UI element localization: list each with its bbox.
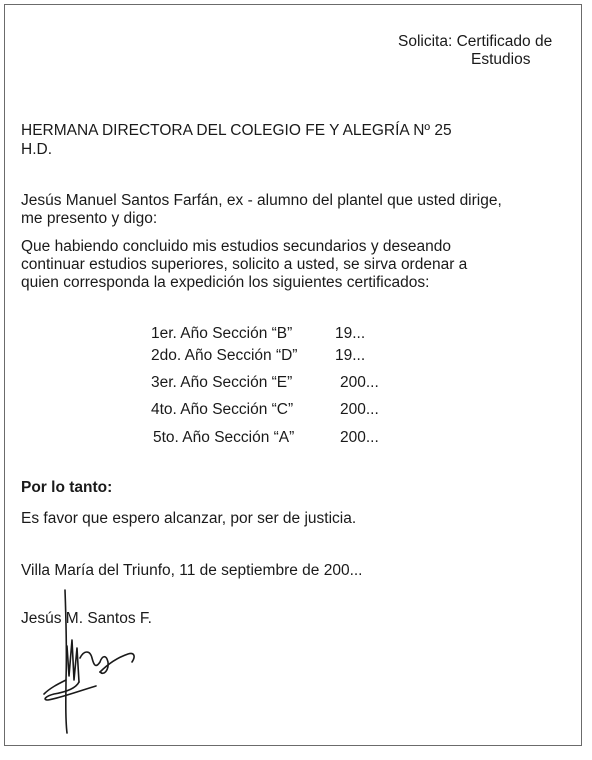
certificate-year: 200... <box>340 429 379 446</box>
subject-line-1: Solicita: Certificado de <box>398 33 553 50</box>
certificate-label: 3er. Año Sección “E” <box>151 374 293 391</box>
intro-line-1: Jesús Manuel Santos Farfán, ex - alumno del plantel que usted dirige, <box>21 192 502 209</box>
certificate-year: 19... <box>335 325 366 342</box>
handwritten-signature <box>36 588 142 740</box>
addressee-line-2: H.D. <box>21 141 52 158</box>
certificate-label: 4to. Año Sección “C” <box>151 401 294 418</box>
certificate-year: 200... <box>340 374 379 391</box>
body-line-1: Que habiendo concluido mis estudios secundarios y deseando <box>21 238 451 255</box>
certificate-year: 200... <box>340 401 379 418</box>
certificate-label: 5to. Año Sección “A” <box>153 429 295 446</box>
certificate-label: 1er. Año Sección “B” <box>151 325 293 342</box>
addressee-line-1: HERMANA DIRECTORA DEL COLEGIO FE Y ALEGRÍA Nº 25 <box>21 122 452 139</box>
therefore-heading: Por lo tanto: <box>21 479 113 496</box>
certificate-year: 19... <box>335 347 366 364</box>
intro-line-2: me presento y digo: <box>21 210 158 227</box>
request-closing: Es favor que espero alcanzar, por ser de justicia. <box>21 510 357 527</box>
body-line-2: continuar estudios superiores, solicito a usted, se sirva ordenar a <box>21 256 468 273</box>
place-and-date: Villa María del Triunfo, 11 de septiembre de 200... <box>21 562 363 579</box>
signer-name: Jesús M. Santos F. <box>21 610 152 627</box>
subject-line-2: Estudios <box>471 51 531 68</box>
certificate-label: 2do. Año Sección “D” <box>151 347 298 364</box>
body-line-3: quien corresponda la expedición los siguientes certificados: <box>21 274 430 291</box>
